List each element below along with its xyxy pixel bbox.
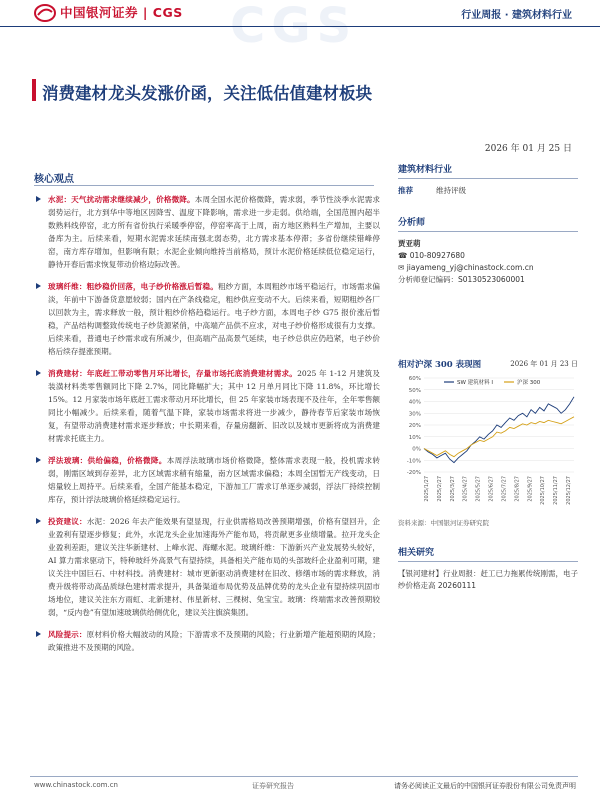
chart-y-tick-label: 0% (412, 446, 421, 453)
paragraph-consumer-building-materials (34, 367, 380, 445)
chart-y-tick-label: 30% (408, 411, 421, 418)
bullet-icon (36, 370, 41, 376)
chart-y-tick-label: 10% (408, 434, 421, 441)
paragraph-lead: 水泥：天气扰动需求继续减少，价格微降。 (48, 195, 195, 204)
analyst-phone: 010-80927680 (409, 251, 465, 260)
paragraph-text: 2025 年 1-12 月建筑及装潢材料类零售额同比下降 2.7%，同比降幅扩大；其中 12 月单月同比下降 11.8%，环比增长 15%。12 月家装市场年底赶工需求带动月环比增长，但 25 年家装市场表现不及往年，全年零售额同比小幅减少。后续来看，随着气温下降，家装市场需求将进一步减少，静待春节后家装市场恢复，有望带动消费建材需求逐步释放；中长期来看，存量房翻新、旧改以及城市更新将成为消费建材需求托底主力。 (48, 369, 381, 443)
paragraph-text: 粗纱方面，本周粗纱市场平稳运行，市场需求偏淡，年前中下游备货意愿较弱；国内在产条线稳定，粗纱供应变动不大。后续来看，短期粗纱各厂以回款为主，需求释放一般，预计粗纱价格趋稳运行。电子纱方面，本周电子纱 G75 报价涨后暂稳，产品结构调整致传统电子纱货源紧俏，中高端产品供不应求，对电子纱价格形成很有力支撑。后续来看，普通电子纱需求或有所减少，但高端产品高景气延续，电子纱总供应仍趋紧，电子纱价格后续存提涨预期。 (48, 282, 381, 356)
report-date: 2026 年 01 月 25 日 (484, 144, 572, 154)
analyst-email-row (398, 262, 578, 274)
report-type-label: 行业周报 · 建筑材料行业 (461, 10, 572, 21)
paragraph-risk-warning (34, 628, 380, 654)
brand-logo-text: 中国银河证券 | CGS (60, 5, 183, 20)
header-watermark: CGS (230, 0, 358, 54)
rating-value: 维持评级 (436, 186, 466, 195)
bullet-icon (36, 518, 41, 524)
analyst-email[interactable]: jiayameng_yj@chinastock.com.cn (406, 263, 534, 272)
rating-row (398, 185, 578, 197)
phone-icon: ☎ (398, 251, 408, 260)
chart-x-tick-label: 2025/10/27 (540, 476, 547, 505)
footer-divider (30, 776, 578, 777)
paragraph-text: 原材料价格大幅波动的风险；下游需求不及预期的风险；行业新增产能超预期的风险；政策推进不及预期的风险。 (48, 630, 381, 652)
chart-x-tick-label: 2025/3/27 (449, 476, 456, 502)
paragraph-lead: 风险提示： (48, 630, 87, 639)
rating-label: 推荐 (398, 186, 413, 195)
paragraph-investment-advice (34, 515, 380, 619)
paragraph-lead: 玻璃纤维：粗纱稳价回落，电子纱价格涨后暂稳。 (48, 282, 218, 291)
title-accent-bar (32, 79, 36, 101)
chart-x-tick-label: 2025/12/27 (566, 476, 572, 505)
relative-performance-chart (398, 358, 578, 518)
paragraph-text: 本周浮法玻璃市场价格微降，整体需求表现一般，投机需求转弱，刚需区域到存差异，北方区域需求稍有缩量，南方区域需求偏稳；本周全国暂无产线变动，日熔量较上周持平。后续来看，全国产能基本稳定，下游加工厂需求订单逐步减弱，浮法厂持续控制库存，预计浮法玻璃价格延续稳定运行。 (48, 456, 380, 504)
bullet-icon (36, 457, 41, 463)
industry-heading: 建筑材料行业 (398, 162, 578, 179)
chart-source: 资料来源：中国银河证券研究院 (398, 519, 489, 527)
chart-x-tick-label: 2025/2/27 (436, 476, 443, 502)
chart-x-tick-label: 2025/6/27 (488, 476, 495, 502)
chart-y-tick-label: 50% (408, 387, 421, 394)
paragraph-cement (34, 193, 380, 271)
bullet-icon (36, 196, 41, 202)
paragraph-text: 本周全国水泥价格微降，需求弱，季节性淡季水泥需求弱势运行，北方到华中等地区因降雪、温度下降影响，需求进一步走弱。供给端，全国范围内超半数熟料线停窑，北方所有省份执行采暖季停窑，停窑率高于上周，南方地区熟料生产增加，主要以备库为主。后续来看，短期水泥需求延续南强北弱态势，北方需求基本停滞；多省份继续错峰停窑，南方库存增加，但影响有限；水泥企业倾向维持当前格局，预计水泥价格延续低位稳定运行，静待开春后需求恢复带动价格边际改善。 (48, 195, 381, 269)
chart-legend-label: SW 建筑材料 I (457, 380, 494, 386)
core-view-heading: 核心观点 (34, 174, 74, 185)
chart-x-tick-label: 2025/7/27 (501, 476, 508, 502)
chart-y-tick-label: 40% (408, 399, 421, 406)
chart-plot (398, 372, 578, 517)
header-divider (0, 26, 600, 27)
chart-x-tick-label: 2025/4/27 (462, 476, 469, 502)
chart-x-tick-label: 2025/5/27 (475, 476, 482, 502)
chart-y-tick-label: 20% (408, 423, 421, 429)
page-title: 消费建材龙头发涨价函，关注低估值建材板块 (42, 84, 372, 103)
footer-website[interactable]: www.chinastock.com.cn (34, 781, 118, 789)
chart-y-tick-label: -10% (406, 458, 421, 465)
footer-report-label: 证券研究报告 (252, 782, 294, 790)
analyst-cert: 分析师登记编码：S0130523060001 (398, 275, 525, 284)
chart-legend-label: 沪深 300 (517, 380, 541, 386)
cgs-logo-icon (34, 4, 56, 22)
email-icon: ✉ (398, 263, 405, 272)
paragraph-lead: 浮法玻璃：供给偏稳，价格微降。 (48, 456, 167, 465)
footer-disclaimer: 请务必阅读正文最后的中国银河证券股份有限公司免责声明 (394, 782, 576, 790)
chart-x-tick-label: 2025/8/27 (514, 476, 521, 502)
analyst-heading: 分析师 (398, 215, 578, 232)
related-research (398, 545, 578, 592)
analyst-phone-row (398, 250, 578, 262)
chart-title: 相对沪深 300 表现图 (398, 360, 482, 370)
paragraph-text: 水泥：2026 年去产能效果有望显现，行业供需格局改善预期增强，价格有望回升，企业盈利有望逐步修复；此外，水泥龙头企业加速海外产能布局，将贡献更多业绩增量。拉开龙头企业盈利差距，建议关注华新建材、上峰水泥、海螺水泥。玻璃纤维：下游新兴产业发展势头较好，AI 算力需求驱动下，特种玻纤外高景气有望持续，具备相关产能布局的头部玻纤企业盈利可期，建议关注中国巨石、中材科技。消费建材：城市更新驱动消费建材在旧改、修缮市场的需求释放，消费升级将带动高品质绿色建材需求提升，具备渠道布局优势及品牌优势的龙头企业有望持续巩固市场地位，建议关注东方雨虹、北新建材、伟星新材、三棵树、兔宝宝。玻璃：终端需求改善预期较弱，“反内卷”有望加速玻璃供给侧优化，建议关注旗滨集团。 (48, 517, 380, 617)
chart-x-tick-label: 2025/9/27 (527, 476, 534, 502)
bullet-icon (36, 631, 41, 637)
chart-series-line (424, 397, 574, 463)
analyst-name: 贾亚萌 (398, 239, 421, 248)
bullet-icon (36, 283, 41, 289)
paragraph-lead: 投资建议： (48, 517, 87, 526)
core-view-body (34, 193, 380, 663)
chart-date: 2026 年 01 月 23 日 (510, 360, 578, 368)
chart-y-tick-label: 60% (408, 376, 421, 382)
paragraph-lead: 消费建材：年底赶工带动零售月环比增长，存量市场托底消费建材需求。 (48, 369, 298, 378)
chart-x-tick-label: 2025/11/27 (553, 476, 560, 505)
sidebar (398, 162, 578, 286)
paragraph-glass-fiber (34, 280, 380, 358)
paragraph-float-glass (34, 454, 380, 506)
chart-y-tick-label: -20% (406, 470, 421, 476)
chart-x-tick-label: 2025/1/27 (424, 476, 430, 502)
related-heading: 相关研究 (398, 545, 578, 562)
core-view-divider (34, 185, 374, 186)
related-item[interactable]: 【银河建材】行业周报：赶工已力拖累传统刚需，电子纱价格走高 20260111 (398, 569, 578, 590)
